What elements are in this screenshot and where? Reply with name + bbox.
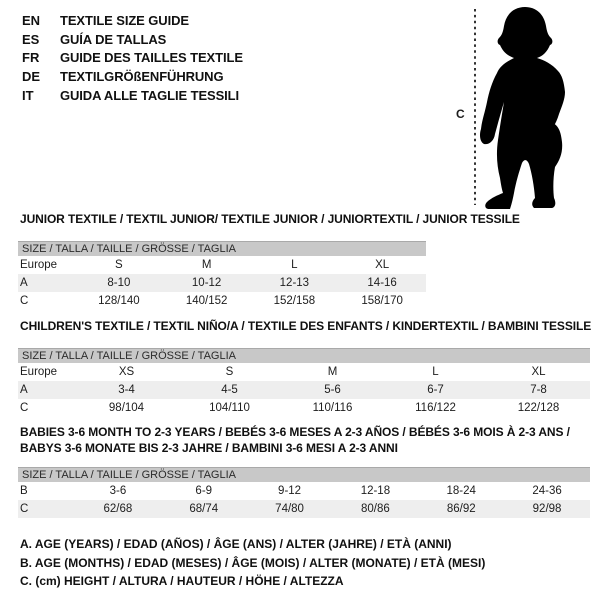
table-cell: S [225, 366, 234, 378]
table-cell: 86/92 [446, 503, 476, 515]
table-cell: 98/104 [108, 402, 145, 414]
table-cell: 62/68 [103, 503, 133, 515]
table-row [18, 274, 426, 292]
babies-title-line1: BABIES 3-6 MONTH TO 2-3 YEARS / BEBÉS 3-6 MESES A 2-3 AÑOS / BÉBÉS 3-6 MOIS À 2-3 ANS / [20, 425, 570, 439]
table-cell: 10-12 [191, 277, 222, 289]
language-code: IT [22, 87, 34, 103]
table-cell: 68/74 [189, 503, 219, 515]
table-cell: XS [118, 366, 135, 378]
note-c: C. (cm) HEIGHT / ALTURA / HAUTEUR / HÖHE / ALTEZZA [20, 574, 344, 588]
language-row [22, 11, 243, 30]
babies-title-line2: BABYS 3-6 MONATE BIS 2-3 JAHRE / BAMBINI 3-6 MESI A 2-3 ANNI [20, 440, 398, 455]
table-row [18, 256, 426, 274]
children-section-title: CHILDREN'S TEXTILE / TEXTIL NIÑO/A / TEXTILE DES ENFANTS / KINDERTEXTIL / BAMBINI TESSILE [20, 319, 592, 333]
table-cell: S [115, 259, 123, 271]
table-cell: 104/110 [209, 402, 250, 414]
table-cell: 12-18 [360, 485, 391, 497]
table-cell: XL [531, 366, 546, 378]
table-body [18, 256, 426, 310]
junior-size-table [18, 241, 426, 310]
baby-silhouette-icon [480, 7, 565, 209]
table-cell: 3-6 [109, 485, 127, 497]
table-row [18, 363, 590, 381]
table-cell: 152/158 [273, 295, 316, 307]
table-cell: L [432, 366, 439, 378]
table-cell: 8-10 [107, 277, 131, 289]
height-measure-label: C [456, 107, 465, 121]
table-cell: M [327, 366, 338, 378]
table-cell: 24-36 [532, 485, 562, 497]
note-a: A. AGE (YEARS) / EDAD (AÑOS) / ÂGE (ANS) / ALTER (JAHRE) / ETÀ (ANNI) [20, 537, 452, 551]
junior-section-title: JUNIOR TEXTILE / TEXTIL JUNIOR/ TEXTILE JUNIOR / JUNIORTEXTIL / JUNIOR TESSILE [20, 212, 520, 226]
children-size-table [18, 348, 590, 417]
language-code: FR [22, 50, 40, 66]
row-label: Europe [20, 259, 58, 271]
row-label: C [20, 402, 29, 414]
table-cell: 14-16 [367, 277, 397, 289]
table-cell: XL [375, 259, 390, 271]
table-cell: 7-8 [530, 384, 547, 396]
language-code: DE [22, 68, 41, 84]
language-title-list [22, 11, 243, 104]
babies-size-table [18, 467, 590, 518]
table-cell: M [201, 259, 212, 271]
table-cell: 6-7 [427, 384, 444, 396]
table-row [18, 381, 590, 399]
language-row [22, 86, 243, 105]
row-label: B [20, 485, 28, 497]
table-cell: 122/128 [517, 402, 560, 414]
row-label: A [20, 384, 28, 396]
language-title: GUIDA ALLE TAGLIE TESSILI [60, 87, 240, 103]
table-cell: 9-12 [278, 485, 302, 497]
table-cell: 6-9 [195, 485, 213, 497]
language-row [22, 67, 243, 86]
table-cell: 128/140 [98, 295, 140, 307]
table-row [18, 292, 426, 310]
table-cell: 92/98 [532, 503, 562, 515]
table-body [18, 482, 590, 518]
language-title: TEXTILE SIZE GUIDE [60, 12, 189, 28]
table-cell: 140/152 [185, 295, 228, 307]
table-row [18, 482, 590, 500]
size-header-bar: SIZE / TALLA / TAILLE / GRÖSSE / TAGLIA [18, 348, 590, 363]
language-title: GUIDE DES TAILLES TEXTILE [60, 50, 243, 66]
babies-section-title [20, 425, 570, 456]
legend-notes [20, 535, 485, 591]
row-label: Europe [20, 366, 58, 378]
language-row [22, 48, 243, 67]
table-cell: 18-24 [446, 485, 476, 497]
table-body [18, 363, 590, 417]
table-cell: 74/80 [275, 503, 304, 515]
row-label: C [20, 295, 29, 307]
table-cell: L [291, 259, 298, 271]
language-code: EN [22, 12, 41, 28]
row-label: C [20, 503, 29, 515]
table-cell: 116/122 [415, 402, 456, 414]
table-cell: 3-4 [118, 384, 135, 396]
baby-silhouette-figure [448, 2, 588, 214]
language-code: ES [22, 31, 40, 47]
language-title: TEXTILGRÖßENFÜHRUNG [60, 68, 224, 84]
table-row [18, 399, 590, 417]
table-cell: 80/86 [361, 503, 390, 515]
note-b: B. AGE (MONTHS) / EDAD (MESES) / ÂGE (MOIS) / ALTER (MONATE) / ETÀ (MESI) [20, 555, 486, 570]
table-cell: 110/116 [312, 402, 353, 414]
table-cell: 5-6 [324, 384, 341, 396]
table-cell: 158/170 [361, 295, 403, 307]
table-cell: 4-5 [221, 384, 238, 396]
language-title: GUÍA DE TALLAS [60, 31, 167, 47]
size-header-bar: SIZE / TALLA / TAILLE / GRÖSSE / TAGLIA [18, 241, 426, 256]
row-label: A [20, 277, 28, 289]
size-header-bar: SIZE / TALLA / TAILLE / GRÖSSE / TAGLIA [18, 467, 590, 482]
language-row [22, 30, 243, 49]
table-row [18, 500, 590, 518]
table-cell: 12-13 [279, 277, 310, 289]
